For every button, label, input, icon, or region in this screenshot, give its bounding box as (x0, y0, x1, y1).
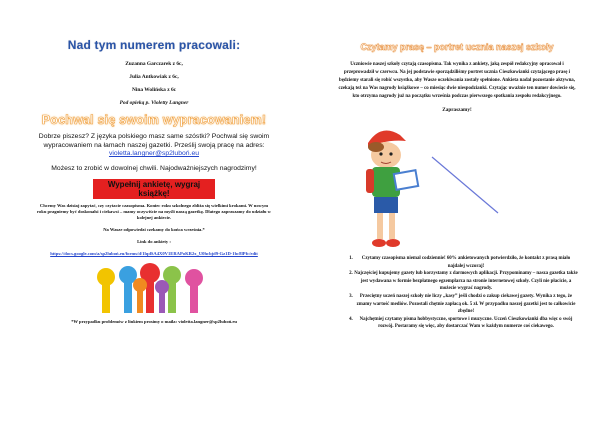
survey-wait: Na Wasze odpowiedzi czekamy do końca września.* (103, 227, 205, 233)
credit-3: Nina Wolińska z 6c (131, 87, 177, 93)
supervisor: Pod opieką p. Violetty Langner (119, 100, 189, 106)
list-item: 3. Przeciętny uczeń naszej szkoły nie liczy „kasy” jeśli chodzi o zakup ciekawej gazety. Wynika z tego, że zmamy wartość mediów. Pozostali chętnie zapłacą ok. 5 zł. W przypadku naszej gazetki jest to całkowicie zbędne! (354, 293, 578, 316)
right-page (300, 0, 600, 424)
portrait-title: Czytamy prasę – portret ucznia naszej szkoły (360, 42, 554, 52)
reading-boy-illustration (336, 117, 578, 255)
essay-text (36, 133, 272, 159)
survey-banner: Wypełnij ankietę, wygraj książkę! (93, 179, 215, 199)
survey-results-list (336, 255, 578, 331)
email-link[interactable]: violetta.langner@sp2luboń.eu (108, 150, 200, 158)
student-icon (336, 117, 578, 255)
portrait-intro: Uczniowie naszej szkoły czytają czasopisma. Tak wynika z ankiety, jaką zespół redakcyjny opracował i przeprowadził w czerwcu. Na jej podstawie sporządziliśmy portret ucznia Cieszkowianki czytającego prasę i będziemy starali się robić wszystko, aby Wasze oczekiwania zostały spełnione. Ankieta nadal pozostanie aktywna, czekają też na Was nagrody książkowe – co miesiąc dwie niespodzianki. Czytając uważnie ten numer dowiecie się, kto otrzyma nagrody już na początku września podczas pierwszego spotkania zespołu redakcyjnego. (338, 62, 576, 99)
list-item: 4. Najchętniej czytamy pisma hobbystyczne, sportowe i muzyczne. Uczeń Cieszkowianki dba więc o swój rozwój. Postaramy się więc, aby dostarczać Wam w każdym numerze coś ciekawego. (354, 316, 578, 331)
credits-title: Nad tym numerem pracowali: (67, 38, 241, 52)
essay-heading: Pochwal się swoim wypracowaniem! (41, 113, 267, 127)
survey-text: Chcemy Was dzisiaj zapytać, czy czytacie czasopisma. Koniec roku szkolnego zbliża się wielkimi krokami. W nowym roku pragniemy być doskonalsi i ciekawsi – mamy oczywiście na myśli naszą gazetkę. Dlatego zapraszamy do udziału w kolejnej ankiecie. (37, 203, 271, 221)
list-item: 2. Najczęściej kupujemy gazety lub korzystamy z darmowych aplikacji. Przypominamy – nasza gazetka także jest wydawana w formie bezpłatnego egzemplarza na stronie internetowej szkoły. Czyli nie płacicie, a możecie wygrać nagrody. (354, 270, 578, 293)
list-item: 1. Czytamy czasopisma niemal codziennie! 60% ankietowanych potwierdziło, że kontakt z prasą miało najdalej wczoraj! (354, 255, 578, 270)
raised-hands-illustration (36, 263, 272, 315)
footnote-text: *W przypadku problemów z linkiem prosimy o maila: violetta.langner@sp2luboń.eu (71, 319, 237, 325)
link-label: Link do ankiety : (137, 239, 171, 245)
invite-text: Zapraszamy! (442, 107, 472, 113)
hands-icon (36, 263, 272, 315)
essay-para: Dobrze piszesz? Z języka polskiego masz same szóstki? Pochwal się swoim wypracowaniem na łamach naszej gazetki. Prześlij swoją pracę na adres: (38, 133, 270, 149)
credit-2: Julia Antkowiak z 6c, (129, 74, 179, 80)
survey-link[interactable]: https://docs.google.com/a/sp2luboń.eu/forms/d/1lqdSA4X0V1ERAPoKR2x_U0hcbjd9-Gz1D-1bc8lPfc/edit (50, 251, 258, 257)
footnote (36, 319, 272, 325)
credit-1: Zuzanna Garczarek z 6c, (125, 61, 183, 67)
essay-para-2: Możesz to zrobić w dowolnej chwili. Najodważniejszych nagrodzimy! (51, 164, 257, 172)
